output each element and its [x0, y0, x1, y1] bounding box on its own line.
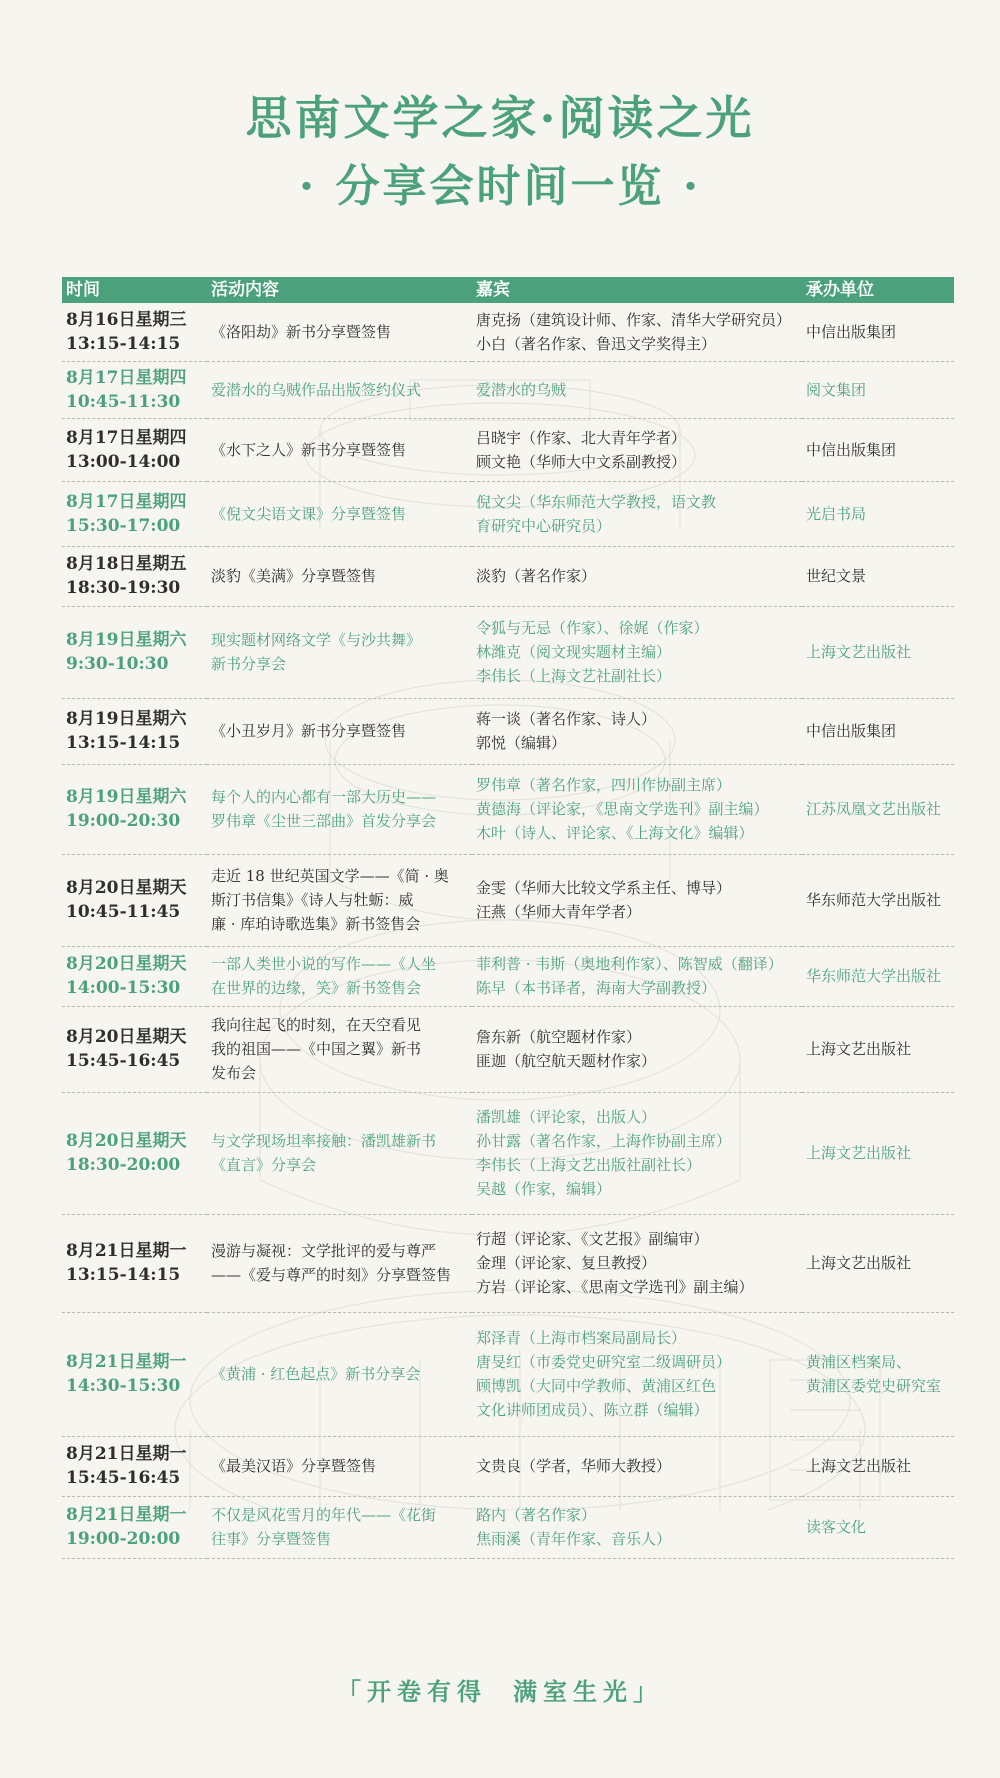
guest-line: 唐克扬（建筑设计师、作家、清华大学研究员）	[476, 310, 792, 329]
content-line: 淡豹《美满》分享暨签售	[211, 567, 377, 585]
content-line: 《最美汉语》分享暨签售	[211, 1457, 377, 1475]
organizer-line: 中信出版集团	[806, 440, 897, 459]
guest-line: 陈早（本书译者，海南大学副教授）	[476, 979, 717, 997]
footer-bracket-right: 」	[633, 1677, 663, 1706]
footer-part2: 满室生光	[513, 1677, 633, 1706]
table-row	[62, 1006, 954, 1092]
cell-content	[207, 1214, 472, 1312]
content-line: 每个人的内心都有一部大历史——	[211, 788, 437, 806]
cell-guests	[472, 1312, 802, 1436]
cell-content	[207, 1006, 472, 1092]
cell-time	[62, 854, 207, 946]
event-date: 8月21日星期一	[66, 1444, 187, 1464]
event-date: 8月20日星期天	[66, 954, 187, 974]
organizer-line: 中信出版集团	[806, 722, 897, 740]
content-line: 爱潜水的乌贼作品出版签约仪式	[211, 380, 422, 399]
event-time: 14:30-15:30	[66, 1376, 181, 1396]
cell-guests	[472, 1006, 802, 1092]
table-row	[62, 698, 954, 764]
cell-time	[62, 361, 207, 418]
event-date: 8月21日星期一	[66, 1505, 187, 1525]
table-row	[62, 1496, 954, 1558]
guest-line: 金雯（华师大比较文学系主任、博导）	[476, 879, 732, 897]
table-row	[62, 764, 954, 854]
event-time: 10:45-11:30	[66, 391, 181, 412]
guest-line: 文化讲师团成员）、陈立群（编辑）	[476, 1401, 709, 1419]
content-line: 廉 · 库珀诗歌选集》新书签售会	[211, 915, 421, 933]
cell-guests	[472, 698, 802, 764]
event-date: 8月17日星期四	[66, 427, 187, 448]
cell-organizer	[802, 764, 954, 854]
cell-content	[207, 418, 472, 481]
event-date: 8月16日星期三	[66, 309, 187, 330]
cell-time	[62, 606, 207, 698]
content-line: ——《爱与尊严的时刻》分享暨签售	[211, 1266, 452, 1284]
cell-organizer	[802, 481, 954, 546]
cell-time	[62, 303, 207, 361]
cell-content	[207, 1496, 472, 1558]
guest-line: 潘凯雄（评论家，出版人）	[476, 1108, 657, 1126]
event-time: 13:00-14:00	[66, 451, 181, 472]
cell-organizer	[802, 1092, 954, 1214]
cell-guests	[472, 1214, 802, 1312]
event-time: 19:00-20:30	[66, 811, 181, 831]
event-date: 8月19日星期六	[66, 630, 187, 650]
guest-line: 金理（评论家、复旦教授）	[476, 1254, 657, 1272]
cell-time	[62, 764, 207, 854]
event-time: 18:30-19:30	[66, 578, 181, 598]
cell-content	[207, 546, 472, 606]
event-date: 8月20日星期天	[66, 878, 187, 898]
content-line: 《直言》分享会	[211, 1156, 317, 1174]
cell-content	[207, 764, 472, 854]
table-row	[62, 1214, 954, 1312]
cell-guests	[472, 1496, 802, 1558]
content-line: 现实题材网络文学《与沙共舞》	[211, 631, 422, 649]
guest-line: 顾文艳（华师大中文系副教授）	[476, 452, 687, 471]
guest-line: 行超（评论家、《文艺报》副编审）	[476, 1230, 709, 1248]
cell-time	[62, 1006, 207, 1092]
cell-time	[62, 1436, 207, 1496]
guest-line: 令狐与无忌（作家）、徐娓（作家）	[476, 619, 709, 637]
event-time: 19:00-20:00	[66, 1529, 181, 1549]
organizer-line: 上海文艺出版社	[806, 1144, 912, 1162]
guest-line: 罗伟章（著名作家，四川作协副主席）	[476, 776, 732, 794]
event-time: 13:15-14:15	[66, 333, 181, 354]
guest-line: 郑泽青（上海市档案局副局长）	[476, 1329, 687, 1347]
cell-guests	[472, 481, 802, 546]
organizer-line: 华东师范大学出版社	[806, 891, 942, 909]
cell-content	[207, 698, 472, 764]
page-title: 思南文学之家·阅读之光	[245, 91, 755, 145]
event-time: 13:15-14:15	[66, 1265, 181, 1285]
organizer-line: 上海文艺出版社	[806, 1254, 912, 1272]
guest-line: 黄德海（评论家，《思南文学选刊》副主编）	[476, 800, 769, 818]
content-line: 《洛阳劫》新书分享暨签售	[211, 322, 392, 341]
header-guests: 嘉宾	[472, 277, 802, 303]
content-line: 《黄浦 · 红色起点》新书分享会	[211, 1365, 421, 1383]
event-date: 8月20日星期天	[66, 1027, 187, 1047]
footer-part1: 开卷有得	[367, 1677, 487, 1706]
guest-line: 淡豹（著名作家）	[476, 567, 597, 585]
guest-line: 方岩（评论家、《思南文学选刊》副主编）	[476, 1278, 754, 1296]
cell-guests	[472, 1092, 802, 1214]
cell-guests	[472, 946, 802, 1006]
cell-guests	[472, 854, 802, 946]
guest-line: 文贵良（学者，华师大教授）	[476, 1457, 672, 1475]
event-time: 9:30-10:30	[66, 654, 169, 674]
event-date: 8月20日星期天	[66, 1131, 187, 1151]
event-date: 8月17日星期四	[66, 367, 187, 388]
cell-content	[207, 854, 472, 946]
cell-time	[62, 481, 207, 546]
header-content: 活动内容	[207, 277, 472, 303]
table-row	[62, 1436, 954, 1496]
footer-bracket-left: 「	[337, 1677, 367, 1706]
event-time: 15:30-17:00	[66, 515, 181, 536]
content-line: 新书分享会	[211, 655, 287, 673]
content-line: 一部人类世小说的写作——《人坐	[211, 955, 437, 973]
cell-time	[62, 1214, 207, 1312]
cell-organizer	[802, 1214, 954, 1312]
content-line: 走近 18 世纪英国文学——《简 · 奥	[211, 867, 449, 885]
event-date: 8月18日星期五	[66, 554, 187, 574]
cell-content	[207, 606, 472, 698]
cell-time	[62, 698, 207, 764]
cell-time	[62, 418, 207, 481]
guest-line: 汪燕（华师大青年学者）	[476, 903, 642, 921]
table-row	[62, 481, 954, 546]
cell-organizer	[802, 418, 954, 481]
table-row	[62, 1312, 954, 1436]
cell-guests	[472, 303, 802, 361]
event-date: 8月17日星期四	[66, 491, 187, 512]
guest-line: 李伟长（上海文艺社副社长）	[476, 667, 672, 685]
page-subtitle: · 分享会时间一览 ·	[298, 161, 702, 212]
cell-guests	[472, 546, 802, 606]
cell-time	[62, 1496, 207, 1558]
guest-line: 孙甘露（著名作家，上海作协副主席）	[476, 1132, 732, 1150]
content-line: 漫游与凝视：文学批评的爱与尊严	[211, 1242, 437, 1260]
cell-organizer	[802, 854, 954, 946]
table-row	[62, 1092, 954, 1214]
cell-organizer	[802, 946, 954, 1006]
cell-organizer	[802, 698, 954, 764]
cell-time	[62, 1092, 207, 1214]
cell-content	[207, 481, 472, 546]
guest-line: 小白（著名作家、鲁迅文学奖得主）	[476, 334, 717, 353]
content-line: 不仅是风花雪月的年代——《花街	[211, 1506, 437, 1524]
content-line: 罗伟章《尘世三部曲》首发分享会	[211, 812, 437, 830]
guest-line: 蒋一谈（著名作家、诗人）	[476, 710, 657, 728]
cell-content	[207, 1312, 472, 1436]
cell-organizer	[802, 546, 954, 606]
guest-line: 木叶（诗人、评论家、《上海文化》编辑）	[476, 824, 754, 842]
organizer-line: 读客文化	[806, 1518, 867, 1536]
guest-line: 路内（著名作家）	[476, 1506, 597, 1524]
guest-line: 焦雨溪（青年作家、音乐人）	[476, 1530, 672, 1548]
organizer-line: 中信出版集团	[806, 322, 897, 341]
content-line: 斯汀书信集》《诗人与牡蛎：威	[211, 891, 414, 909]
guest-line: 顾博凯（大同中学教师、黄浦区红色	[476, 1377, 717, 1395]
guest-line: 詹东新（航空题材作家）	[476, 1028, 642, 1046]
event-time: 18:30-20:00	[66, 1155, 181, 1175]
cell-organizer	[802, 361, 954, 418]
content-line: 在世界的边缘，笑》新书签售会	[211, 979, 422, 997]
content-line: 《水下之人》新书分享暨签售	[211, 440, 407, 459]
event-time: 15:45-16:45	[66, 1051, 181, 1071]
event-time: 14:00-15:30	[66, 978, 181, 998]
organizer-line: 黄浦区档案局、	[806, 1353, 912, 1371]
organizer-line: 上海文艺出版社	[806, 1457, 912, 1475]
cell-guests	[472, 606, 802, 698]
organizer-line: 江苏凤凰文艺出版社	[806, 800, 942, 818]
cell-guests	[472, 1436, 802, 1496]
content-line: 发布会	[211, 1064, 257, 1082]
table-row	[62, 946, 954, 1006]
guest-line: 育研究中心研究员）	[476, 516, 612, 535]
event-time: 10:45-11:45	[66, 902, 181, 922]
cell-time	[62, 546, 207, 606]
event-date: 8月21日星期一	[66, 1241, 187, 1261]
guest-line: 匪迦（航空航天题材作家）	[476, 1052, 657, 1070]
guest-line: 吴越（作家，编辑）	[476, 1180, 612, 1198]
cell-organizer	[802, 303, 954, 361]
guest-line: 郭悦（编辑）	[476, 734, 567, 752]
cell-content	[207, 303, 472, 361]
content-line: 《倪文尖语文课》分享暨签售	[211, 504, 407, 523]
table-row	[62, 361, 954, 418]
event-date: 8月21日星期一	[66, 1352, 187, 1372]
cell-organizer	[802, 1006, 954, 1092]
table-body	[62, 303, 954, 1558]
guest-line: 林潍克（阅文现实题材主编）	[476, 643, 672, 661]
cell-organizer	[802, 1436, 954, 1496]
guest-line: 倪文尖（华东师范大学教授，语文教	[476, 492, 717, 511]
table-row	[62, 606, 954, 698]
content-line: 往事》分享暨签售	[211, 1530, 332, 1548]
cell-time	[62, 946, 207, 1006]
cell-content	[207, 1092, 472, 1214]
header-time: 时间	[62, 277, 207, 303]
organizer-line: 光启书局	[806, 504, 867, 523]
organizer-line: 黄浦区委党史研究室	[806, 1377, 942, 1395]
header-organizer: 承办单位	[802, 277, 954, 303]
guest-line: 菲利普 · 韦斯（奥地利作家）、陈智威（翻译）	[476, 955, 783, 973]
content-line: 与文学现场坦率接触：潘凯雄新书	[211, 1132, 437, 1150]
table-header	[62, 277, 954, 303]
organizer-line: 华东师范大学出版社	[806, 967, 942, 985]
table-row	[62, 854, 954, 946]
event-date: 8月19日星期六	[66, 709, 187, 729]
cell-guests	[472, 764, 802, 854]
event-time: 13:15-14:15	[66, 733, 181, 753]
cell-organizer	[802, 606, 954, 698]
content-line: 我的祖国——《中国之翼》新书	[211, 1040, 422, 1058]
cell-content	[207, 1436, 472, 1496]
guest-line: 吕晓宇（作家、北大青年学者）	[476, 428, 687, 447]
footer-slogan	[0, 1672, 1000, 1707]
cell-organizer	[802, 1496, 954, 1558]
cell-content	[207, 946, 472, 1006]
cell-time	[62, 1312, 207, 1436]
table-row	[62, 546, 954, 606]
guest-line: 李伟长（上海文艺出版社副社长）	[476, 1156, 702, 1174]
cell-organizer	[802, 1312, 954, 1436]
cell-guests	[472, 418, 802, 481]
schedule-table	[62, 277, 954, 1559]
content-line: 我向往起飞的时刻，在天空看见	[211, 1016, 422, 1034]
guest-line: 爱潜水的乌贼	[476, 380, 567, 399]
organizer-line: 上海文艺出版社	[806, 1040, 912, 1058]
organizer-line: 上海文艺出版社	[806, 643, 912, 661]
cell-content	[207, 361, 472, 418]
cell-guests	[472, 361, 802, 418]
event-date: 8月19日星期六	[66, 787, 187, 807]
table-row	[62, 303, 954, 361]
guest-line: 唐旻红（市委党史研究室二级调研员）	[476, 1353, 732, 1371]
organizer-line: 世纪文景	[806, 567, 867, 585]
organizer-line: 阅文集团	[806, 380, 867, 399]
content-line: 《小丑岁月》新书分享暨签售	[211, 722, 407, 740]
table-row	[62, 418, 954, 481]
event-time: 15:45-16:45	[66, 1468, 181, 1488]
